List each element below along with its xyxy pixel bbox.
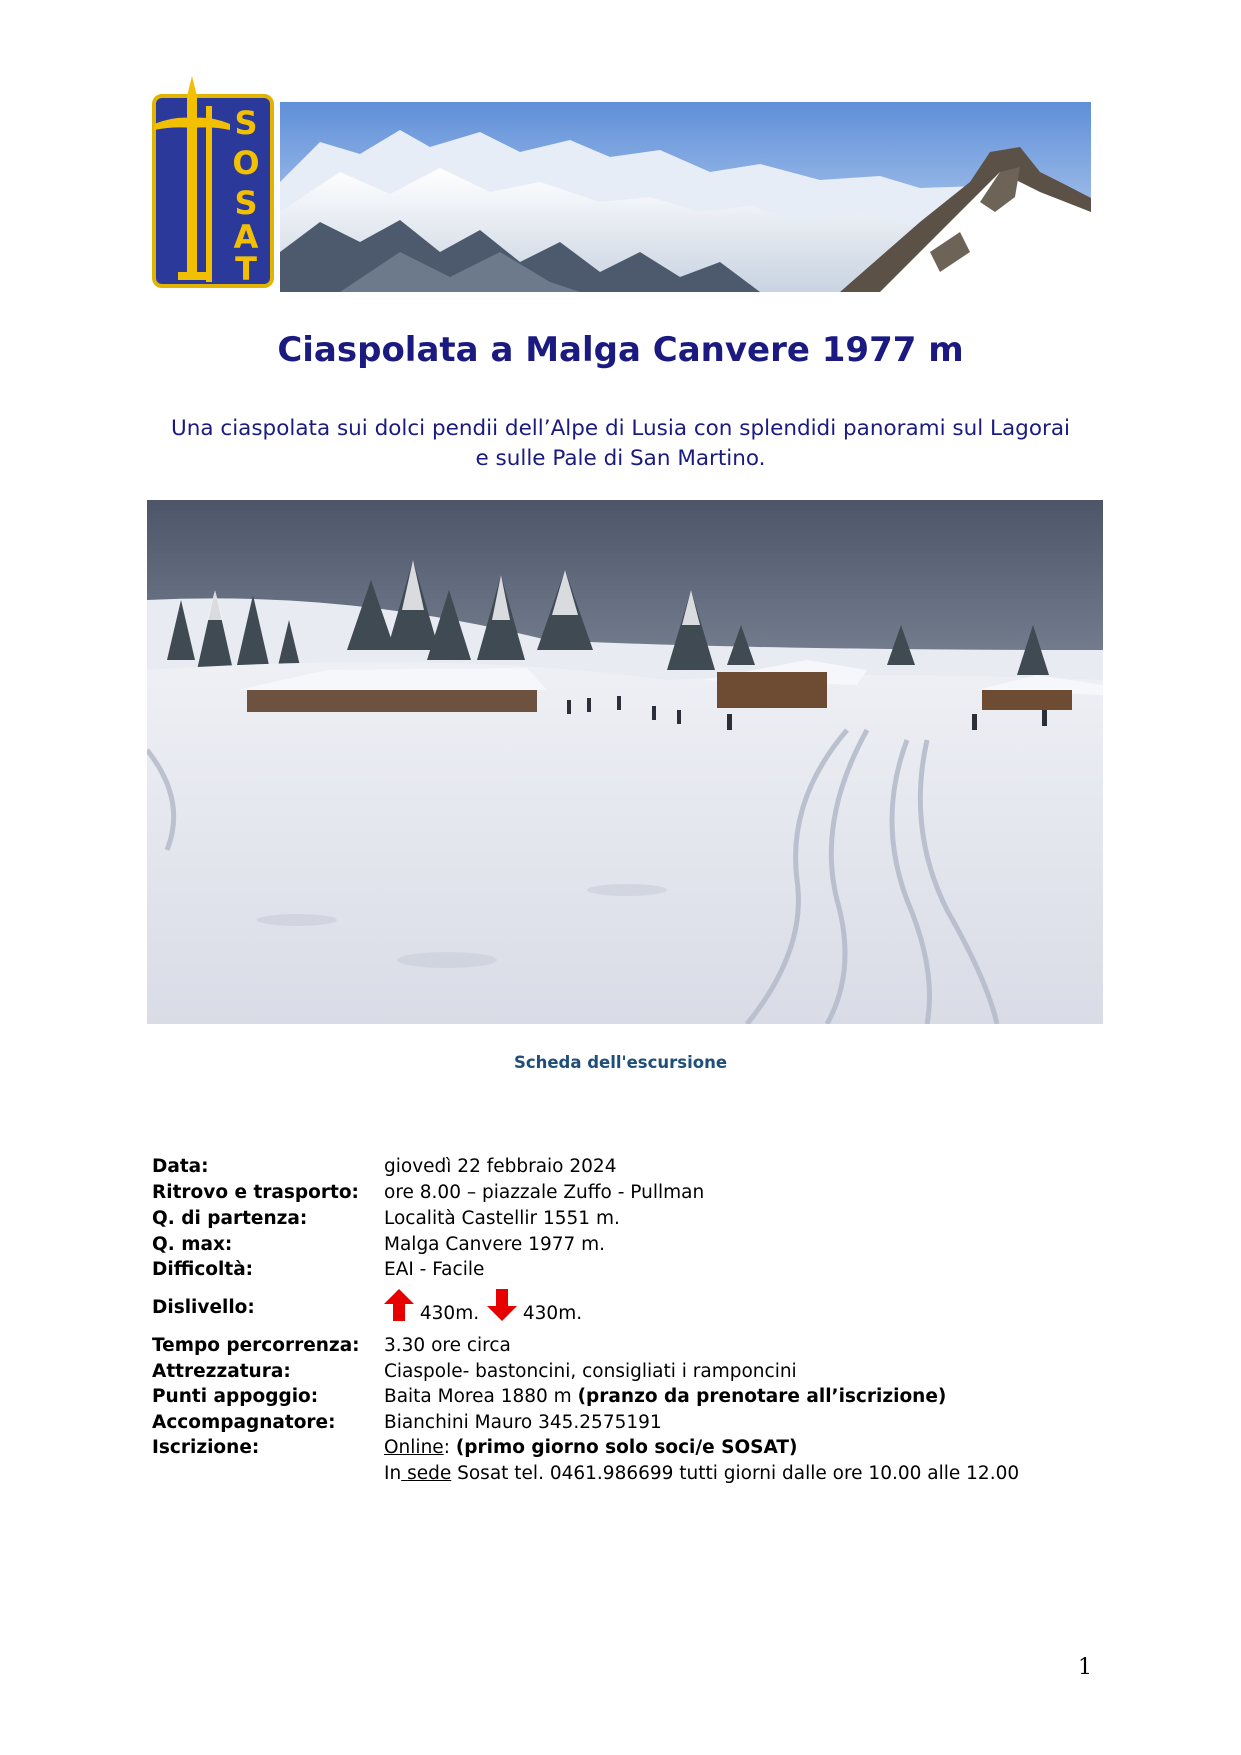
- appoggio-note: (pranzo da prenotare all’iscrizione): [577, 1386, 947, 1407]
- mountain-banner-image: [280, 102, 1091, 292]
- value-difficolta: EAI - Facile: [384, 1259, 485, 1280]
- logo-letter-s1: S: [234, 104, 258, 142]
- dislivello-up-value: 430m.: [419, 1303, 480, 1324]
- label-tempo: Tempo percorrenza:: [152, 1335, 360, 1356]
- label-qmax: Q. max:: [152, 1234, 233, 1255]
- value-ritrovo: ore 8.00 – piazzale Zuffo - Pullman: [384, 1182, 705, 1203]
- sede-link[interactable]: sede: [407, 1463, 452, 1484]
- excursion-sheet-heading: Scheda dell'escursione: [513, 1053, 728, 1072]
- subtitle: Una ciaspolata sui dolci pendii dell’Alpe di Lusia con splendidi panorami sul Lagorai e sulle Pale di San Martino.: [171, 416, 1070, 471]
- label-difficolta: Difficoltà:: [152, 1259, 254, 1280]
- label-iscrizione: Iscrizione:: [152, 1437, 260, 1458]
- arrow-up-icon: [384, 1289, 414, 1321]
- logo-letter-t: T: [235, 250, 257, 288]
- arrow-down-icon: [487, 1289, 517, 1321]
- online-note: (primo giorno solo soci/e SOSAT): [455, 1437, 798, 1458]
- value-partenza: Località Castellir 1551 m.: [384, 1208, 620, 1229]
- value-iscrizione-online: [384, 1437, 797, 1459]
- logo-letter-o: O: [232, 144, 260, 182]
- page-number: 1: [1078, 1655, 1092, 1680]
- dislivello-down-value: 430m.: [522, 1303, 583, 1324]
- label-ritrovo: Ritrovo e trasporto:: [152, 1182, 359, 1203]
- label-attrezzatura: Attrezzatura:: [152, 1361, 291, 1382]
- logo-letter-s2: S: [234, 184, 258, 222]
- page-title: Ciaspolata a Malga Canvere 1977 m: [277, 330, 964, 370]
- label-appoggio: Punti appoggio:: [152, 1386, 319, 1407]
- value-accompagnatore: Bianchini Mauro 345.2575191: [384, 1412, 662, 1433]
- snow-scene-photo: [147, 500, 1103, 1024]
- value-iscrizione-sede: [384, 1463, 1019, 1485]
- value-attrezzatura: Ciaspole- bastoncini, consigliati i ramponcini: [384, 1361, 797, 1382]
- label-partenza: Q. di partenza:: [152, 1208, 308, 1229]
- value-dislivello: [384, 1289, 583, 1324]
- value-qmax: Malga Canvere 1977 m.: [384, 1234, 606, 1255]
- value-appoggio: [384, 1386, 946, 1408]
- sosat-logo: [150, 76, 276, 292]
- appoggio-place: Baita Morea 1880 m: [384, 1386, 572, 1407]
- label-data: Data:: [152, 1156, 209, 1177]
- value-tempo: 3.30 ore circa: [384, 1335, 511, 1356]
- sede-prefix: In: [384, 1463, 402, 1484]
- sede-rest: Sosat tel. 0461.986699 tutti giorni dalle ore 10.00 alle 12.00: [457, 1463, 1020, 1484]
- label-dislivello: Dislivello:: [152, 1297, 255, 1318]
- online-separator: :: [443, 1437, 450, 1458]
- logo-letter-a: A: [233, 218, 259, 256]
- online-link[interactable]: Online: [384, 1437, 444, 1458]
- value-data: giovedì 22 febbraio 2024: [384, 1156, 617, 1177]
- label-accompagnatore: Accompagnatore:: [152, 1412, 336, 1433]
